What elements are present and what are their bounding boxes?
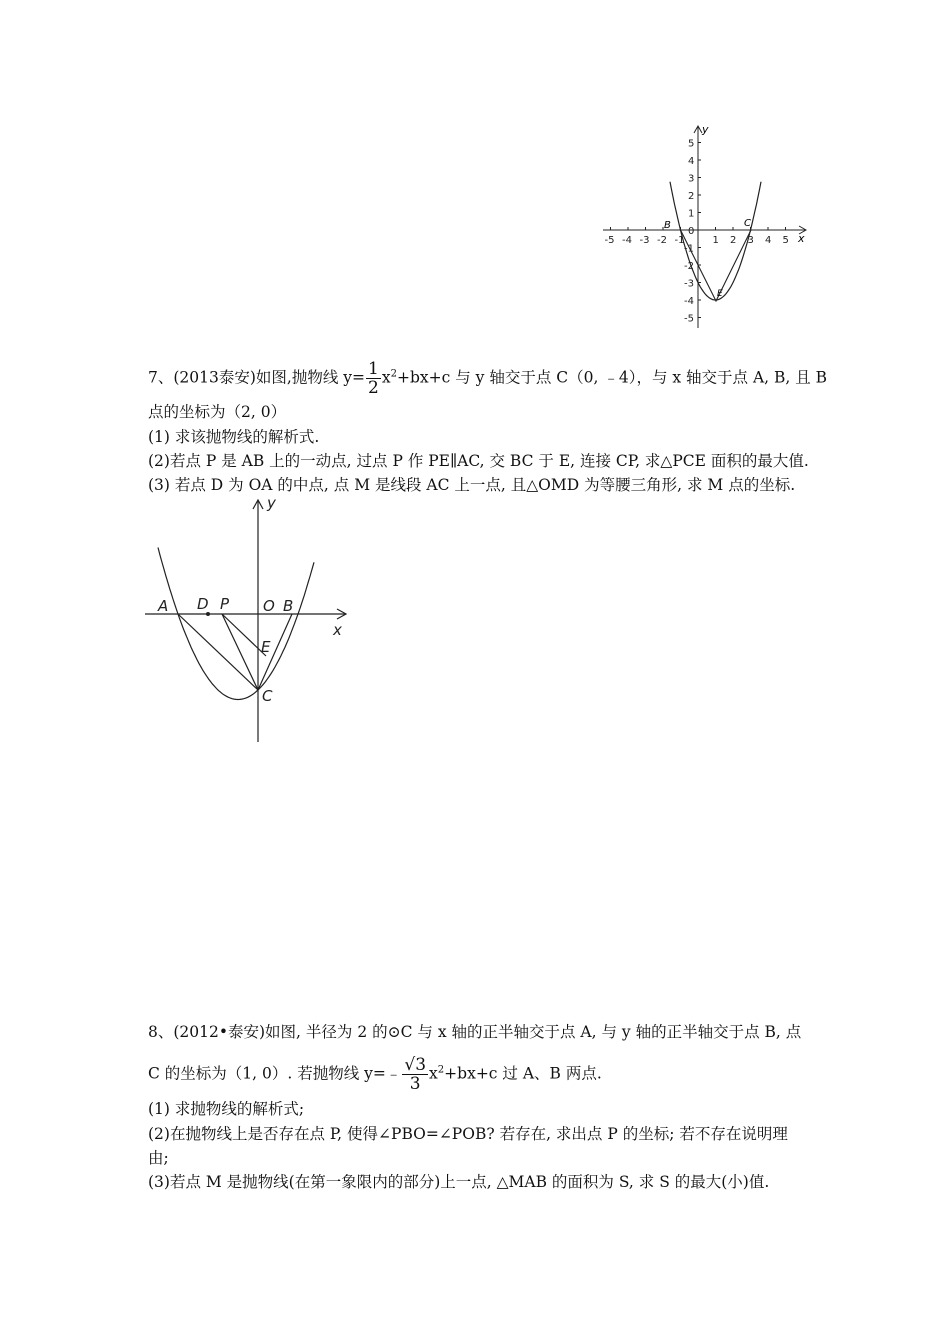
problem7-x: x xyxy=(381,368,391,387)
graph1-ytick-label: 3 xyxy=(688,173,695,185)
problem8-x: x xyxy=(429,1064,438,1083)
problem8-line2 xyxy=(148,1056,602,1093)
graph1-ytick-label: 4 xyxy=(688,156,695,167)
graph-1 xyxy=(596,118,816,333)
problem7-question3: (3) 若点 D 为 OA 的中点, 点 M 是线段 AC 上一点, 且△OMD 为等腰三角形, 求 M 点的坐标. xyxy=(148,476,796,494)
graph1-xtick-label: 1 xyxy=(712,235,719,246)
graph1-point-b: B xyxy=(664,220,671,231)
problem7-line2: 点的坐标为（2, 0） xyxy=(148,403,287,421)
graph2-segment-pe xyxy=(222,614,266,656)
graph2-label-x: x xyxy=(333,621,342,639)
graph1-xtick-label: -1 xyxy=(674,235,685,246)
graph1-ytick-label: 0 xyxy=(688,226,695,237)
problem7-frac-num: 1 xyxy=(368,359,379,379)
graph1-xtick-label: 3 xyxy=(747,235,754,246)
graph1-ytick-label: -4 xyxy=(684,296,694,307)
problem7-fraction xyxy=(366,360,381,397)
graph2-segment-pc xyxy=(222,614,258,690)
problem8-frac-num: √3 xyxy=(404,1055,427,1075)
problem8-question3: (3)若点 M 是抛物线(在第一象限内的部分)上一点, △MAB 的面积为 S, 求 S 的最大(小)值. xyxy=(148,1173,770,1191)
graph1-ytick-label: 1 xyxy=(688,208,695,220)
graph1-xtick-label: 4 xyxy=(765,235,772,246)
graph2-segment-ac xyxy=(178,614,258,690)
graph1-ytick-label: 5 xyxy=(688,138,695,150)
graph2-label-b: B xyxy=(283,597,294,615)
problem8-question1: (1) 求抛物线的解析式; xyxy=(148,1100,305,1118)
problem8-frac-den: 3 xyxy=(409,1074,421,1094)
problem8-line2-before: C 的坐标为（1, 0）. 若抛物线 y=﹣ xyxy=(148,1064,402,1083)
problem7-frac-den: 2 xyxy=(368,378,379,398)
graph1-ytick-label: -5 xyxy=(684,313,694,325)
problem7-intro-before: 7、(2013泰安)如图,抛物线 y= xyxy=(148,368,366,387)
graph2-parabola xyxy=(158,548,314,700)
graph2-label-c: C xyxy=(262,687,273,705)
graph1-ytick-label: 2 xyxy=(688,191,695,202)
problem8-question2b: 由; xyxy=(148,1149,169,1167)
graph1-ytick-label: -2 xyxy=(684,261,694,272)
graph1-x-label: x xyxy=(798,232,805,245)
graph2-label-y: y xyxy=(267,495,276,512)
graph1-point-e: E xyxy=(717,289,723,299)
graph1-xtick-label: -2 xyxy=(657,235,667,246)
graph1-xtick-label: -3 xyxy=(639,235,650,246)
problem7-line1 xyxy=(148,360,827,397)
problem7-question2: (2)若点 P 是 AB 上的一动点, 过点 P 作 PE∥AC, 交 BC 于 E, 连接 CP, 求△PCE 面积的最大值. xyxy=(148,452,809,470)
problem8-fraction xyxy=(402,1056,428,1093)
problem8-sup: 2 xyxy=(437,1064,445,1076)
graph1-xtick-label: 2 xyxy=(730,235,737,246)
graph1-ytick-label: -3 xyxy=(684,278,694,290)
problem8-question2a: (2)在抛物线上是否存在点 P, 使得∠PBO=∠POB? 若存在, 求出点 P 的坐标; 若不存在说明理 xyxy=(148,1125,788,1143)
problem7-sup: 2 xyxy=(390,368,397,380)
graph-2 xyxy=(140,495,360,750)
graph1-point-c: C xyxy=(744,218,751,229)
graph1-y-label: y xyxy=(702,123,709,136)
graph1-xtick-label: -5 xyxy=(604,235,615,246)
graph1-xtick-label: 5 xyxy=(782,235,789,246)
graph1-xtick-label: -4 xyxy=(622,235,632,246)
graph2-label-e: E xyxy=(261,638,271,656)
graph2-label-o: O xyxy=(263,597,275,615)
problem7-intro-after: +bx+c 与 y 轴交于点 C（0, ﹣4），与 x 轴交于点 A, B, 且 B xyxy=(396,368,828,387)
problem8-line1: 8、(2012•泰安)如图, 半径为 2 的⊙C 与 x 轴的正半轴交于点 A, 与 y 轴的正半轴交于点 B, 点 xyxy=(148,1023,802,1041)
problem7-question1: (1) 求该抛物线的解析式. xyxy=(148,428,320,446)
graph2-label-a: A xyxy=(158,597,169,615)
problem8-line2-after: +bx+c 过 A、B 两点. xyxy=(444,1064,602,1083)
graph2-label-d: D xyxy=(197,595,209,613)
graph2-label-p: P xyxy=(220,595,230,613)
graph1-ytick-label: -1 xyxy=(684,243,694,255)
